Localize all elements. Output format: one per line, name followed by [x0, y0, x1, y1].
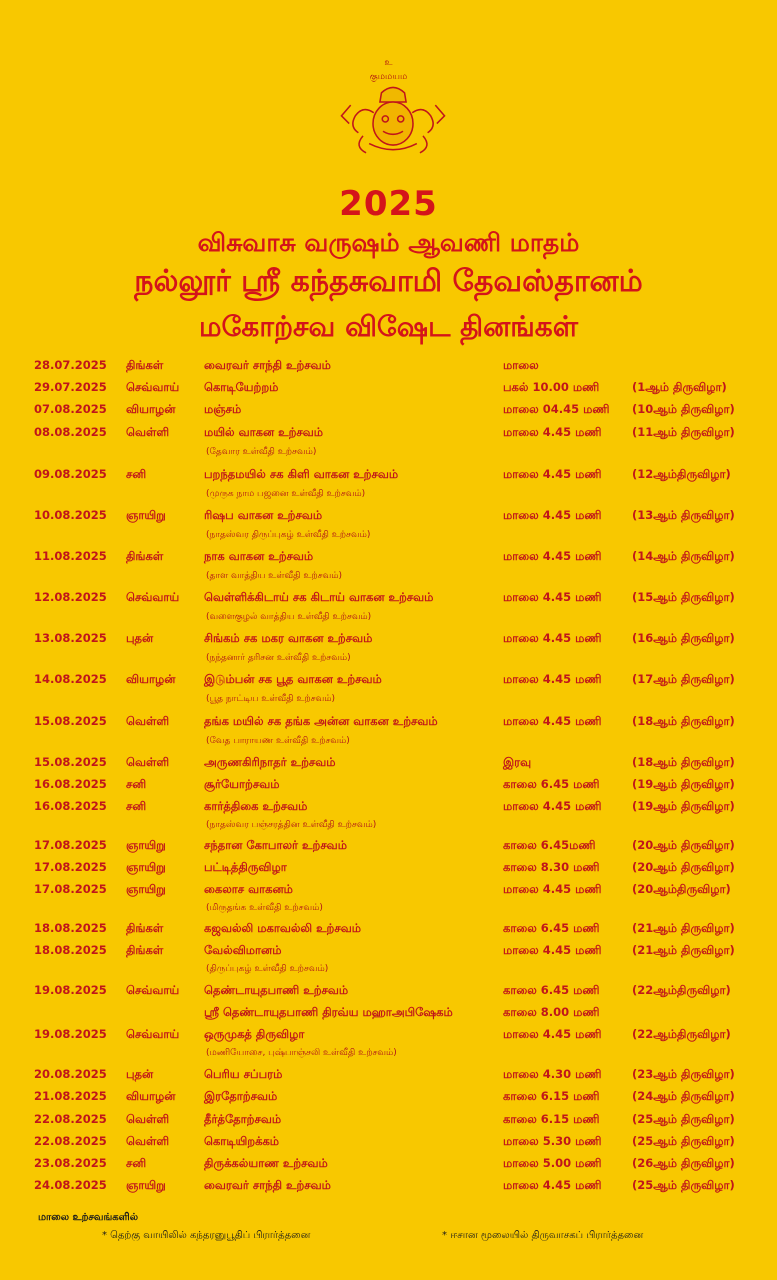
- row-event: அருணகிரிநாதர் உற்சவம்: [204, 755, 336, 769]
- row-festival-day: (25ஆம் திருவிழா): [632, 1134, 735, 1148]
- row-festival-day: (19ஆம் திருவிழா): [632, 799, 735, 813]
- row-festival-day: (19ஆம் திருவிழா): [632, 777, 735, 791]
- row-event: சூர்யோற்சவம்: [204, 777, 280, 791]
- temple-name: நல்லூர் ஸ்ரீ கந்தசுவாமி தேவஸ்தானம்: [134, 264, 643, 299]
- table-row: [0, 425, 777, 445]
- row-time: காலை 6.45மணி: [503, 838, 596, 852]
- row-time: இரவு: [503, 755, 532, 769]
- row-day: செவ்வாய்: [126, 1027, 180, 1041]
- row-time: மாலை 4.45 மணி: [503, 714, 602, 728]
- row-time: மாலை 5.30 மணி: [503, 1134, 602, 1148]
- row-day: வெள்ளி: [126, 1134, 170, 1148]
- row-event: கார்த்திகை உற்சவம்: [204, 799, 308, 813]
- row-day: செவ்வாய்: [126, 590, 180, 604]
- row-date: 07.08.2025: [34, 402, 107, 416]
- row-day: புதன்: [126, 631, 154, 645]
- table-row: [0, 799, 777, 819]
- row-date: 15.08.2025: [34, 755, 107, 769]
- row-time: மாலை 4.45 மணி: [503, 590, 602, 604]
- row-event: நாக வாகன உற்சவம்: [204, 549, 314, 563]
- row-event: வெள்ளிக்கிடாய் சக கிடாய் வாகன உற்சவம்: [204, 590, 434, 604]
- table-row: [0, 943, 777, 963]
- row-event: தெண்டாயுதபாணி உற்சவம்: [204, 983, 349, 997]
- table-row: [0, 590, 777, 610]
- table-row: [0, 1112, 777, 1132]
- row-time: மாலை 5.00 மணி: [503, 1156, 602, 1170]
- row-day: புதன்: [126, 1067, 154, 1081]
- row-date: 16.08.2025: [34, 777, 107, 791]
- row-date: 12.08.2025: [34, 590, 107, 604]
- table-row: [0, 1134, 777, 1154]
- table-row: [0, 838, 777, 858]
- note-left: * தெற்கு வாயிலில் கந்தரனுபூதிப் பிரார்த்தனை: [102, 1230, 311, 1241]
- row-time: பகல் 10.00 மணி: [503, 380, 600, 394]
- table-row: [0, 882, 777, 902]
- table-row: [0, 755, 777, 775]
- row-event: கொடியிறக்கம்: [204, 1134, 280, 1148]
- row-date: 29.07.2025: [34, 380, 107, 394]
- table-row: [0, 1067, 777, 1087]
- row-day: ஞாயிறு: [126, 838, 166, 852]
- row-day: வெள்ளி: [126, 1112, 170, 1126]
- row-date: 19.08.2025: [34, 1027, 107, 1041]
- table-row: [0, 1089, 777, 1109]
- row-time: மாலை 4.45 மணி: [503, 672, 602, 686]
- row-time: மாலை 4.45 மணி: [503, 1027, 602, 1041]
- row-event: வேல்விமானம்: [204, 943, 282, 957]
- row-day: செவ்வாய்: [126, 380, 180, 394]
- row-sub-note: (மணியோசை, புஷ்பாஞ்சலி உள்வீதி உற்சவம்): [206, 1048, 397, 1058]
- row-day: வெள்ளி: [126, 714, 170, 728]
- row-day: திங்கள்: [126, 943, 164, 957]
- row-event: தங்க மயில் சக தங்க அன்ன வாகன உற்சவம்: [204, 714, 438, 728]
- row-event: சந்தான கோபாலர் உற்சவம்: [204, 838, 347, 852]
- row-day: வெள்ளி: [126, 755, 170, 769]
- row-time: காலை 6.45 மணி: [503, 777, 600, 791]
- row-festival-day: (25ஆம் திருவிழா): [632, 1178, 735, 1192]
- table-row: [0, 921, 777, 941]
- table-row: [0, 860, 777, 880]
- deity-emblem-icon: [318, 82, 468, 182]
- row-day: திங்கள்: [126, 549, 164, 563]
- row-date: 17.08.2025: [34, 882, 107, 896]
- row-festival-day: (18ஆம் திருவிழா): [632, 755, 735, 769]
- row-date: 24.08.2025: [34, 1178, 107, 1192]
- table-row: [0, 777, 777, 797]
- row-time: காலை 6.15 மணி: [503, 1089, 600, 1103]
- row-time: காலை 8.00 மணி: [503, 1005, 600, 1019]
- row-festival-day: (21ஆம் திருவிழா): [632, 921, 735, 935]
- row-event: ரிஷப வாகன உற்சவம்: [204, 508, 323, 522]
- table-row: [0, 402, 777, 422]
- row-time: மாலை: [503, 358, 539, 372]
- table-row: [0, 1156, 777, 1176]
- row-event: பறந்தமயில் சக கிளி வாகன உற்சவம்: [204, 467, 399, 481]
- row-festival-day: (20ஆம் திருவிழா): [632, 860, 735, 874]
- row-festival-day: (12ஆம்திருவிழா): [632, 467, 731, 481]
- row-date: 23.08.2025: [34, 1156, 107, 1170]
- row-date: 15.08.2025: [34, 714, 107, 728]
- row-date: 10.08.2025: [34, 508, 107, 522]
- row-festival-day: (26ஆம் திருவிழா): [632, 1156, 735, 1170]
- row-festival-day: (20ஆம்திருவிழா): [632, 882, 731, 896]
- row-sub-note: (முருக நாம பஜனை உள்வீதி உற்சவம்): [206, 489, 366, 499]
- row-event: வைரவர் சாந்தி உற்சவம்: [204, 1178, 331, 1192]
- month-title: விசுவாசு வருஷம் ஆவணி மாதம்: [197, 228, 580, 257]
- row-festival-day: (10ஆம் திருவிழா): [632, 402, 735, 416]
- row-time: காலை 6.45 மணி: [503, 983, 600, 997]
- row-sub-note: (வேத பாராயண உள்வீதி உற்சவம்): [206, 736, 350, 746]
- row-festival-day: (23ஆம் திருவிழா): [632, 1067, 735, 1081]
- row-festival-day: (13ஆம் திருவிழா): [632, 508, 735, 522]
- row-day: வியாழன்: [126, 1089, 176, 1103]
- row-festival-day: (17ஆம் திருவிழா): [632, 672, 735, 686]
- row-event: ஒருமுகத் திருவிழா: [204, 1027, 305, 1041]
- row-festival-day: (1ஆம் திருவிழா): [632, 380, 727, 394]
- row-event: கஜவல்லி மகாவல்லி உற்சவம்: [204, 921, 361, 935]
- row-day: ஞாயிறு: [126, 508, 166, 522]
- row-day: வெள்ளி: [126, 425, 170, 439]
- row-time: மாலை 4.45 மணி: [503, 882, 602, 896]
- row-time: மாலை 4.45 மணி: [503, 425, 602, 439]
- table-row: [0, 1027, 777, 1047]
- row-festival-day: (21ஆம் திருவிழா): [632, 943, 735, 957]
- row-sub-note: (பூத நாட்டிய உள்வீதி உற்சவம்): [206, 694, 336, 704]
- row-time: மாலை 4.45 மணி: [503, 631, 602, 645]
- table-row: [0, 631, 777, 651]
- table-row: [0, 1178, 777, 1198]
- row-time: மாலை 4.45 மணி: [503, 549, 602, 563]
- row-day: சனி: [126, 467, 147, 481]
- row-event: பெரிய சப்பரம்: [204, 1067, 283, 1081]
- table-row: [0, 983, 777, 1003]
- row-day: திங்கள்: [126, 358, 164, 372]
- row-date: 18.08.2025: [34, 943, 107, 957]
- row-festival-day: (22ஆம்திருவிழா): [632, 983, 731, 997]
- row-festival-day: (14ஆம் திருவிழா): [632, 549, 735, 563]
- table-row: [0, 672, 777, 692]
- row-time: மாலை 4.45 மணி: [503, 467, 602, 481]
- row-day: ஞாயிறு: [126, 882, 166, 896]
- row-date: 13.08.2025: [34, 631, 107, 645]
- row-sub-note: (மிருதங்க உள்வீதி உற்சவம்): [206, 903, 323, 913]
- row-day: செவ்வாய்: [126, 983, 180, 997]
- row-event: மயில் வாகன உற்சவம்: [204, 425, 324, 439]
- row-date: 20.08.2025: [34, 1067, 107, 1081]
- row-festival-day: (25ஆம் திருவிழா): [632, 1112, 735, 1126]
- row-time: காலை 8.30 மணி: [503, 860, 600, 874]
- row-date: 11.08.2025: [34, 549, 107, 563]
- row-date: 28.07.2025: [34, 358, 107, 372]
- festival-days-title: மகோற்சவ விஷேட தினங்கள்: [199, 310, 578, 343]
- table-row: [0, 380, 777, 400]
- row-sub-note: (தாள வாத்திய உள்வீதி உற்சவம்): [206, 571, 342, 581]
- emblem-sub-text: குமமயம: [369, 72, 408, 82]
- row-festival-day: (22ஆம்திருவிழா): [632, 1027, 731, 1041]
- row-date: 17.08.2025: [34, 860, 107, 874]
- row-event: சிங்கம் சக மகர வாகன உற்சவம்: [204, 631, 373, 645]
- row-sub-note: (வளைகுழல் வாத்திய உள்வீதி உற்சவம்): [206, 612, 372, 622]
- row-event: பட்டித்திருவிழா: [204, 860, 287, 874]
- emblem-top-text: உ: [384, 58, 393, 68]
- row-sub-note: (திருப்புகழ் உள்வீதி உற்சவம்): [206, 964, 329, 974]
- row-date: 22.08.2025: [34, 1134, 107, 1148]
- row-time: மாலை 4.30 மணி: [503, 1067, 602, 1081]
- row-date: 17.08.2025: [34, 838, 107, 852]
- row-date: 22.08.2025: [34, 1112, 107, 1126]
- row-date: 21.08.2025: [34, 1089, 107, 1103]
- row-date: 16.08.2025: [34, 799, 107, 813]
- row-festival-day: (20ஆம் திருவிழா): [632, 838, 735, 852]
- row-event: தீர்த்தோற்சவம்: [204, 1112, 282, 1126]
- row-time: மாலை 04.45 மணி: [503, 402, 610, 416]
- row-date: 08.08.2025: [34, 425, 107, 439]
- row-time: மாலை 4.45 மணி: [503, 508, 602, 522]
- row-festival-day: (15ஆம் திருவிழா): [632, 590, 735, 604]
- row-date: 19.08.2025: [34, 983, 107, 997]
- row-event: ஸ்ரீ தெண்டாயுதபாணி திரவ்ய மஹாஅபிஷேகம்: [204, 1005, 453, 1019]
- row-day: வியாழன்: [126, 672, 176, 686]
- table-row: [0, 358, 777, 378]
- row-day: ஞாயிறு: [126, 1178, 166, 1192]
- row-event: கொடியேற்றம்: [204, 380, 279, 394]
- table-row: [0, 549, 777, 569]
- row-sub-note: (நந்தனார் தரிசன உள்வீதி உற்சவம்): [206, 653, 351, 663]
- table-row: [0, 714, 777, 734]
- row-event: திருக்கல்யாண உற்சவம்: [204, 1156, 328, 1170]
- row-time: மாலை 4.45 மணி: [503, 943, 602, 957]
- row-day: ஞாயிறு: [126, 860, 166, 874]
- notes-heading: மாலை உற்சவங்களில்: [38, 1212, 139, 1223]
- row-event: கைலாச வாகனம்: [204, 882, 293, 896]
- row-time: காலை 6.45 மணி: [503, 921, 600, 935]
- row-event: வைரவர் சாந்தி உற்சவம்: [204, 358, 331, 372]
- row-day: சனி: [126, 1156, 147, 1170]
- row-festival-day: (18ஆம் திருவிழா): [632, 714, 735, 728]
- row-date: 14.08.2025: [34, 672, 107, 686]
- row-event: இரதோற்சவம்: [204, 1089, 278, 1103]
- row-day: வியாழன்: [126, 402, 176, 416]
- row-time: மாலை 4.45 மணி: [503, 799, 602, 813]
- table-row: [0, 508, 777, 528]
- table-row: [0, 467, 777, 487]
- row-festival-day: (16ஆம் திருவிழா): [632, 631, 735, 645]
- year-title: 2025: [339, 184, 438, 224]
- row-day: சனி: [126, 799, 147, 813]
- row-date: 18.08.2025: [34, 921, 107, 935]
- table-row: [0, 1005, 777, 1025]
- row-sub-note: (நாதஸ்வர பஞ்சரத்தின உள்வீதி உற்சவம்): [206, 820, 377, 830]
- row-day: சனி: [126, 777, 147, 791]
- row-time: காலை 6.15 மணி: [503, 1112, 600, 1126]
- row-date: 09.08.2025: [34, 467, 107, 481]
- row-festival-day: (11ஆம் திருவிழா): [632, 425, 735, 439]
- row-event: இடும்பன் சக பூத வாகன உற்சவம்: [204, 672, 382, 686]
- row-sub-note: (நாதஸ்வர திருப்புகழ் உள்வீதி உற்சவம்): [206, 530, 371, 540]
- row-festival-day: (24ஆம் திருவிழா): [632, 1089, 735, 1103]
- note-right: * ஈசான மூலையில் திருவாசகப் பிரார்த்தனை: [442, 1230, 644, 1241]
- row-day: திங்கள்: [126, 921, 164, 935]
- row-time: மாலை 4.45 மணி: [503, 1178, 602, 1192]
- row-sub-note: (தேவார உள்வீதி உற்சவம்): [206, 447, 317, 457]
- row-event: மஞ்சம்: [204, 402, 242, 416]
